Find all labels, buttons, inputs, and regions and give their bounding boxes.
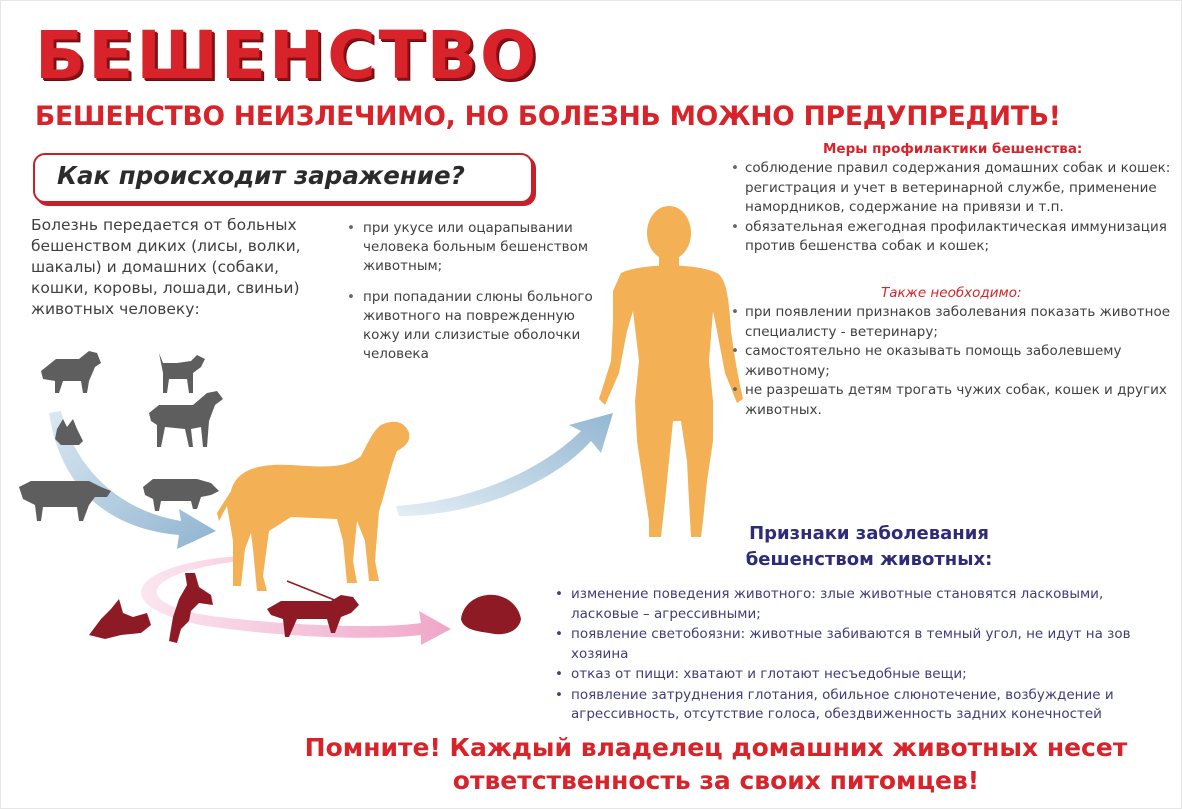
sick-dog-collapsed-icon [461, 595, 521, 634]
wolf-icon [41, 351, 101, 393]
human-figure [599, 206, 743, 537]
list-item: • самостоятельно не оказывать помощь заболевшему животному; [731, 342, 1176, 381]
transmission-text: Болезнь передается от больных бешенством диких (лисы, волки, шакалы) и домашних (собаки, кошки, коровы, лошади, свиньи) животных человеку: [31, 216, 301, 318]
remember-banner: Помните! Каждый владелец домашних животных несет ответственность за своих питомцев! [304, 733, 1128, 795]
list-item: • отказ от пищи: хватают и глотают несъедобные вещи; [553, 665, 1165, 685]
list-item: • появление светобоязни: животные забиваются в темный угол, не идут на зов хозяина [553, 625, 1165, 664]
dog-icon [159, 353, 205, 393]
arrow-dog-to-human [396, 413, 613, 516]
how-infection-heading: Как происходит заражение? [57, 161, 465, 190]
prevention-heading: Меры профилактики бешенства: [823, 141, 1083, 157]
also-needed-list [731, 303, 1176, 420]
list-item: • при появлении признаков заболевания показать животное специалисту - ветеринару; [731, 303, 1176, 342]
sick-cat-icon [89, 599, 151, 639]
list-item: • соблюдение правил содержания домашних собак и кошек: регистрация и учет в ветеринарной службе, применение намордников, содержание на привязи и т.п. [731, 159, 1176, 218]
also-needed-heading: Также необходимо: [881, 285, 1022, 301]
list-item: • при укусе или оцарапывании человека больным бешенством животным; [341, 219, 606, 276]
list-item: • при попадании слюны больного животного на поврежденную кожу или слизистые оболочки человека [341, 288, 606, 364]
list-item: • изменение поведения животного: злые животные становятся ласковыми, ласковые – агрессивными; [553, 585, 1165, 624]
signs-list [553, 585, 1165, 726]
list-item: • не разрешать детям трогать чужих собак, кошек и других животных. [731, 381, 1176, 420]
how-infection-box [33, 153, 533, 203]
list-item: • появление затруднения глотания, обильное слюнотечение, возбуждение и агрессивность, отсутствие голоса, обездвиженность задних конечностей [553, 686, 1165, 725]
signs-heading: Признаки заболевания бешенством животных: [745, 523, 993, 570]
dog-figure [217, 422, 409, 591]
transmission-ways-list [341, 219, 606, 376]
poster-title: БЕШЕНСТВО [35, 17, 540, 94]
poster-subtitle: БЕШЕНСТВО НЕИЗЛЕЧИМО, НО БОЛЕЗНЬ МОЖНО ПРЕДУПРЕДИТЬ! [35, 101, 1061, 132]
list-item: • обязательная ежегодная профилактическая иммунизация против бешенства собак и кошек; [731, 218, 1176, 257]
prevention-list [731, 159, 1176, 257]
boar-icon [143, 479, 219, 511]
horse-icon [149, 391, 223, 447]
